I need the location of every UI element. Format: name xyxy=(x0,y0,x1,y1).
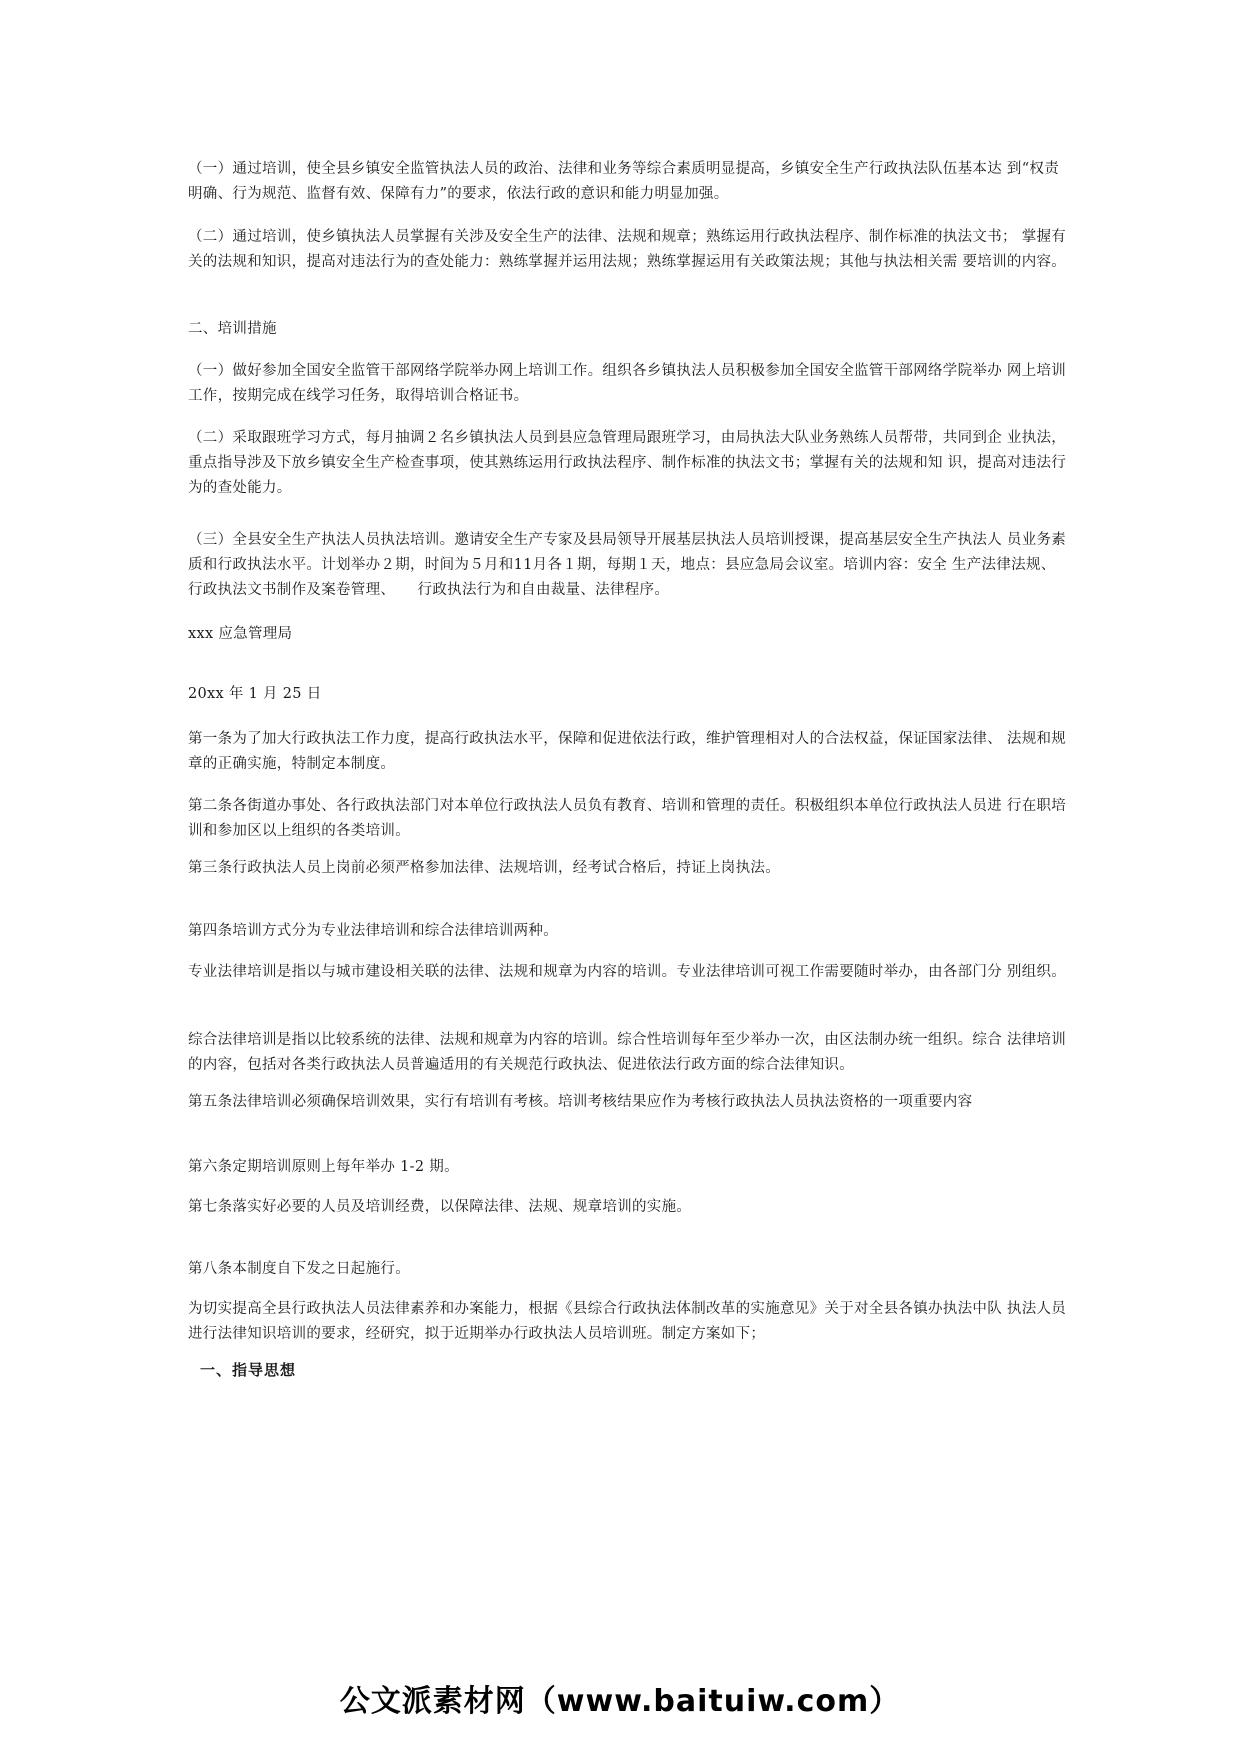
issue-date: 20xx 年 1 月 25 日 xyxy=(188,686,322,702)
paragraph-plan-intro: 为切实提高全县行政执法人员法律素养和办案能力，根据《县综合行政执法体制改革的实施意见》关于对全县各镇办执法中队 执法人员进行法律知识培训的要求，经研究，拟于近期举办行政执法人员培训班。制定方案如下； xyxy=(188,1301,1067,1342)
section-heading-guiding-ideology: 一、指导思想 xyxy=(200,1361,297,1379)
article-6: 第六条定期培训原则上每年举办 1-2 期。 xyxy=(188,1159,459,1175)
paragraph-comprehensive-training: 综合法律培训是指以比较系统的法律、法规和规章为内容的培训。综合性培训每年至少举办一次，由区法制办统一组织。综合 法律培训的内容，包括对各类行政执法人员普遍适用的有关规范行政执法、促进依法行政方面的综合法律知识。 xyxy=(188,1032,1067,1073)
issuer-name: xxx 应急管理局 xyxy=(188,626,293,642)
article-7: 第七条落实好必要的人员及培训经费，以保障法律、法规、规章培训的实施。 xyxy=(188,1199,692,1215)
paragraph-goal-1: （一）通过培训，使全县乡镇安全监管执法人员的政治、法律和业务等综合素质明显提高，乡镇安全生产行政执法队伍基本达 到“权责明确、行为规范、监督有效、保障有力”的要求，依法行政的意识和能力明显加强。 xyxy=(188,161,1060,202)
paragraph-measure-3: （三）全县安全生产执法人员执法培训。邀请安全生产专家及县局领导开展基层执法人员培训授课，提高基层安全生产执法人 员业务素质和行政执法水平。计划举办２期，时间为５月和11月各１期，每期１天，地点：县应急局会议室。培训内容：安全 生产法律法规、行政执法文书制作及案卷管理、 行政执法行为和自由裁量、法律程序。 xyxy=(188,532,1067,598)
article-2: 第二条各街道办事处、各行政执法部门对本单位行政执法人员负有教育、培训和管理的责任。积极组织本单位行政执法人员进 行在职培训和参加区以上组织的各类培训。 xyxy=(188,798,1067,839)
section-heading-measures: 二、培训措施 xyxy=(188,321,277,337)
article-4: 第四条培训方式分为专业法律培训和综合法律培训两种。 xyxy=(188,923,558,939)
article-1: 第一条为了加大行政执法工作力度，提高行政执法水平，保障和促进依法行政，维护管理相对人的合法权益，保证国家法律、 法规和规章的正确实施，特制定本制度。 xyxy=(188,731,1067,772)
paragraph-measure-1: （一）做好参加全国安全监管干部网络学院举办网上培训工作。组织各乡镇执法人员积极参加全国安全监管干部网络学院举办 网上培训工作，按期完成在线学习任务，取得培训合格证书。 xyxy=(188,363,1067,404)
article-5: 第五条法律培训必须确保培训效果，实行有培训有考核。培训考核结果应作为考核行政执法人员执法资格的一项重要内容 xyxy=(188,1094,973,1110)
article-3: 第三条行政执法人员上岗前必须严格参加法律、法规培训，经考试合格后，持证上岗执法。 xyxy=(188,860,780,876)
watermark-footer: 公文派素材网（www.baituiw.com） xyxy=(339,1684,901,1719)
paragraph-measure-2: （二）采取跟班学习方式，每月抽调２名乡镇执法人员到县应急管理局跟班学习，由局执法大队业务熟练人员帮带，共同到企 业执法，重点指导涉及下放乡镇安全生产检查事项，使其熟练运用行政执法程序、制作标准的执法文书；掌握有关的法规和知 识，提高对违法行为的查处能力。 xyxy=(188,430,1067,496)
article-8: 第八条本制度自下发之日起施行。 xyxy=(188,1261,410,1277)
paragraph-professional-training: 专业法律培训是指以与城市建设相关联的法律、法规和规章为内容的培训。专业法律培训可视工作需要随时举办，由各部门分 别组织。 xyxy=(188,964,1067,980)
paragraph-goal-2: （二）通过培训，使乡镇执法人员掌握有关涉及安全生产的法律、法规和规章；熟练运用行政执法程序、制作标准的执法文书； 掌握有关的法规和知识，提高对违法行为的查处能力：熟练掌握并运用法规；熟练掌握运用有关政策法规；其他与执法相关需 要培训的内容。 xyxy=(188,229,1067,270)
